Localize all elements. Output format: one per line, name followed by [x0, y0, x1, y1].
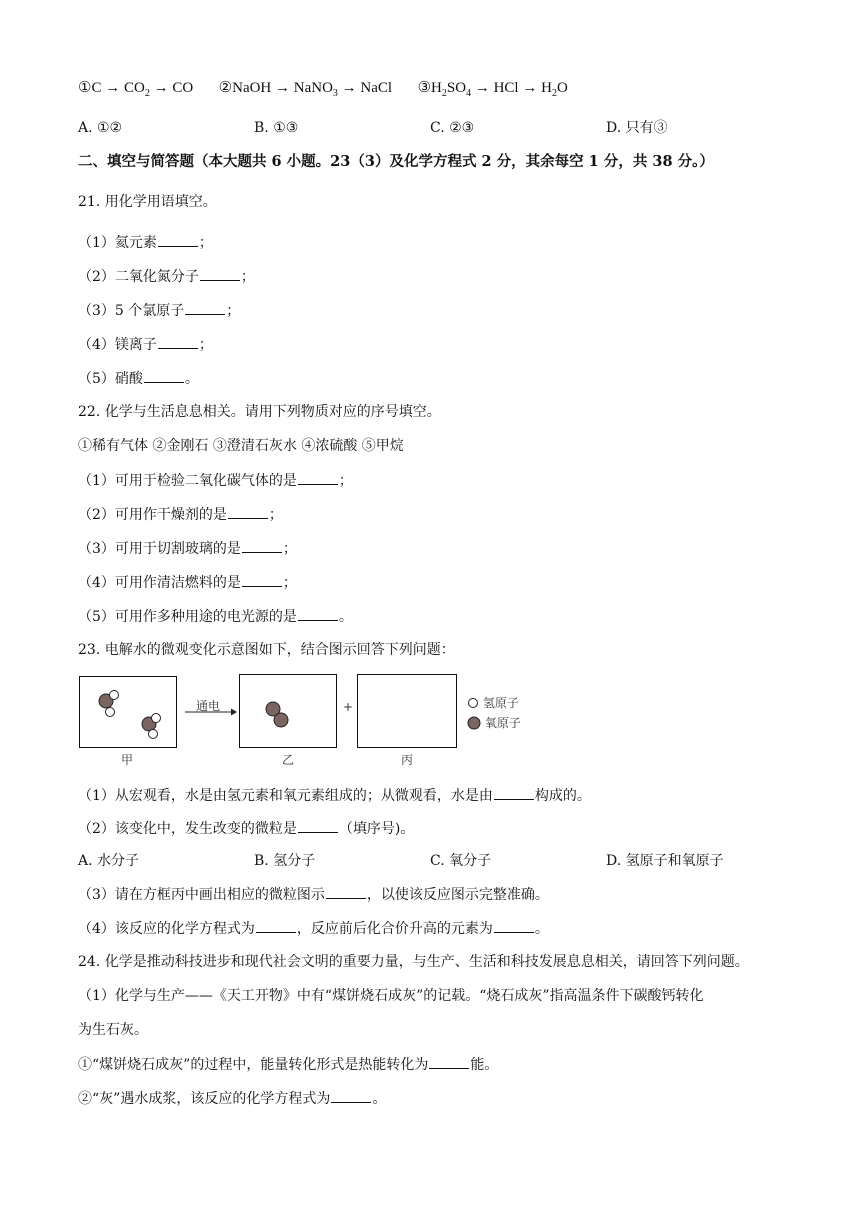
q23-option-c: C. 氧分子 — [430, 853, 492, 869]
q20-option-b: B. ①③ — [254, 120, 299, 136]
caption-yi: 乙 — [282, 753, 295, 767]
arrow-label: 通电 — [196, 699, 221, 713]
q23-option-b: B. 氢分子 — [254, 853, 316, 869]
answer-blank[interactable] — [228, 504, 268, 519]
q23-stem: 23. 电解水的微观变化示意图如下，结合图示回答下列问题： — [78, 642, 455, 658]
q22-item-2: （2）可用作干燥剂的是 ； — [78, 504, 283, 525]
q20-option-a: A. ①② — [78, 120, 123, 136]
q23-option-d: D. 氢原子和氧原子 — [606, 853, 724, 869]
q22-item-5: （5）可用作多种用途的电光源的是 。 — [78, 606, 353, 627]
legend-oxygen: 氧原子 — [467, 714, 521, 731]
legend-hydrogen: 氢原子 — [467, 694, 519, 711]
answer-blank[interactable] — [429, 1054, 469, 1069]
section-title: 二、填空与简答题（本大题共 6 小题。23（3）及化学方程式 2 分，其余每空 1 分，共 38 分。） — [78, 153, 714, 170]
box-jia — [79, 676, 177, 748]
caption-jia: 甲 — [121, 753, 134, 767]
answer-blank[interactable] — [158, 232, 198, 247]
hydrogen-atom-icon — [467, 697, 479, 709]
formula-3: $③H_2SO_4$ → HCl → $H_2O$ — [417, 80, 568, 99]
q23-option-a: A. 水分子 — [78, 853, 140, 869]
q21-stem: 21. 用化学用语填空。 — [78, 194, 217, 210]
answer-blank[interactable] — [256, 918, 296, 933]
answer-blank[interactable] — [242, 572, 282, 587]
q24-sub-1: ①“煤饼烧石成灰”的过程中，能量转化形式是热能转化为 能。 — [78, 1054, 498, 1075]
q22-item-3: （3）可用于切割玻璃的是 ； — [78, 538, 297, 559]
water-molecules-icon — [80, 677, 176, 747]
q21-item-2: （2）二氧化氮分子 ； — [78, 266, 255, 287]
q22-choices: ①稀有气体 ②金刚石 ③澄清石灰水 ④浓硫酸 ⑤甲烷 — [78, 438, 404, 454]
answer-blank[interactable] — [200, 266, 240, 281]
answer-blank[interactable] — [158, 334, 198, 349]
q23-part-1: （1）从宏观看，水是由氢元素和氧元素组成的；从微观看，水是由 构成的。 — [78, 785, 591, 806]
q23-part-4: （4）该反应的化学方程式为 ，反应前后化合价升高的元素为 。 — [78, 918, 549, 939]
q20-option-c: C. ②③ — [430, 120, 475, 136]
oxygen-atom-icon — [467, 716, 481, 730]
answer-blank[interactable] — [242, 538, 282, 553]
q22-item-1: （1）可用于检验二氧化碳气体的是 ； — [78, 470, 353, 491]
q24-part-1-line-2: 为生石灰。 — [78, 1022, 148, 1038]
formula-1: ①C → $CO_2$ → CO — [78, 80, 194, 99]
box-bing[interactable] — [357, 674, 457, 748]
answer-blank[interactable] — [331, 1088, 371, 1103]
answer-blank[interactable] — [298, 470, 338, 485]
q22-item-4: （4）可用作清洁燃料的是 ； — [78, 572, 297, 593]
q21-item-5: （5）硝酸 。 — [78, 368, 199, 389]
answer-blank[interactable] — [298, 818, 338, 833]
q21-item-1: （1）氦元素 ； — [78, 232, 213, 253]
q24-sub-2: ②“灰”遇水成浆，该反应的化学方程式为 。 — [78, 1088, 386, 1109]
answer-blank[interactable] — [144, 368, 184, 383]
answer-blank[interactable] — [326, 884, 366, 899]
q24-stem: 24. 化学是推动科技进步和现代社会文明的重要力量，与生产、生活和科技发展息息相关，请回答下列问题。 — [78, 954, 749, 970]
q24-part-1-line-1: （1）化学与生产——《天工开物》中有“煤饼烧石成灰”的记载。“烧石成灰”指高温条件下碳酸钙转化 — [78, 988, 704, 1004]
arrow-right-icon — [183, 707, 237, 717]
q20-formula-line — [78, 78, 568, 104]
plus-sign: + — [343, 700, 354, 714]
q21-item-4: （4）镁离子 ； — [78, 334, 213, 355]
q23-part-3: （3）请在方框丙中画出相应的微粒图示 ，以使该反应图示完整准确。 — [78, 884, 549, 905]
box-yi — [239, 674, 337, 748]
q23-part-2: （2）该变化中，发生改变的微粒是 （填序号)。 — [78, 818, 414, 839]
answer-blank[interactable] — [494, 918, 534, 933]
formula-2: ②NaOH → NaNO$_3$ → NaCl — [218, 80, 393, 99]
q20-option-d: D. 只有③ — [606, 120, 668, 136]
answer-blank[interactable] — [185, 300, 225, 315]
caption-bing: 丙 — [401, 753, 414, 767]
answer-blank[interactable] — [298, 606, 338, 621]
q21-item-3: （3）5 个氯原子 ； — [78, 300, 240, 321]
q22-stem: 22. 化学与生活息息相关。请用下列物质对应的序号填空。 — [78, 404, 441, 420]
answer-blank[interactable] — [494, 785, 534, 800]
oxygen-molecule-icon — [240, 675, 336, 747]
